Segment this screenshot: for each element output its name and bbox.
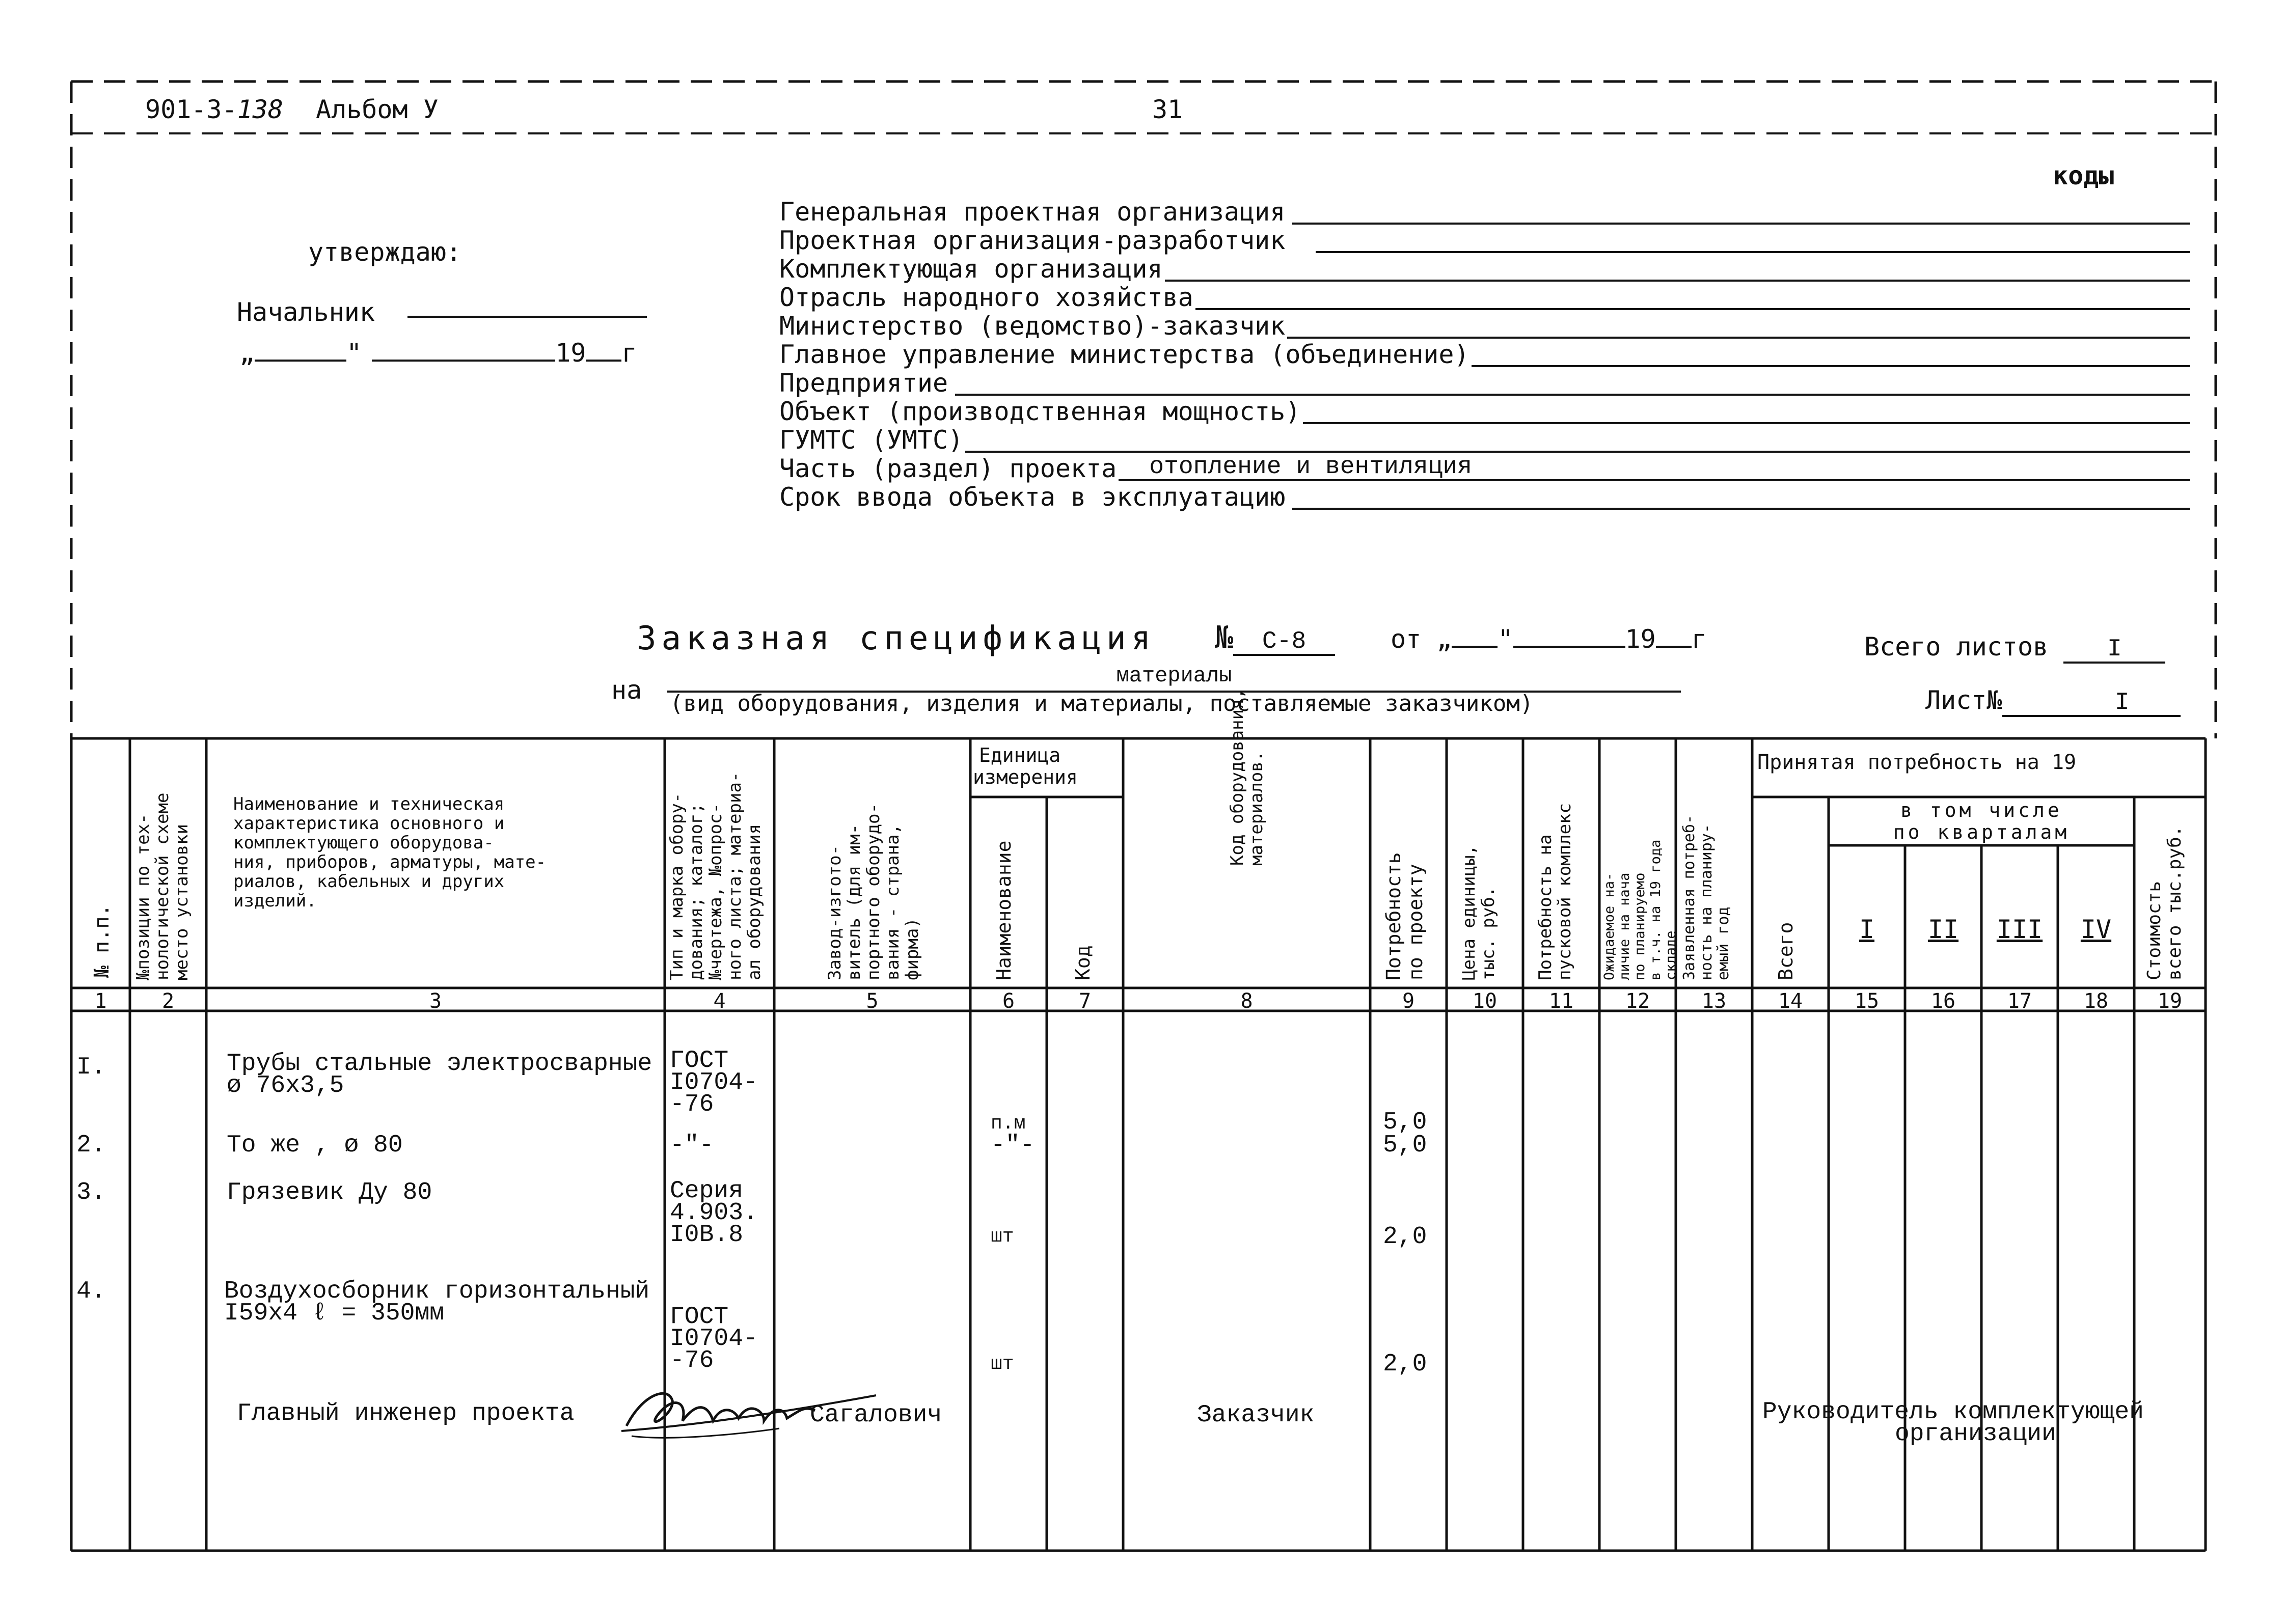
- col-number: 9: [1402, 989, 1415, 1013]
- item-name: Грязевик Ду 80: [227, 1179, 432, 1206]
- col-header-13: Заявленная потреб- ность на планиру- емый год: [1680, 814, 1733, 980]
- item-name: Воздухосборник горизонтальный I59х4 ℓ = 350мм: [224, 1278, 650, 1328]
- col-number: 13: [1701, 989, 1727, 1013]
- demand-qty: 2,0: [1383, 1351, 1427, 1378]
- item-type: ГОСТ I0704- -76: [670, 1047, 758, 1119]
- spec-subject: материалы: [667, 665, 1681, 693]
- col-number: 7: [1078, 989, 1092, 1013]
- quarter-3: III: [1996, 915, 2043, 944]
- col-header-1: № п.п.: [90, 904, 114, 978]
- approval-date: „ " 19 г: [239, 338, 637, 368]
- col-header-3: Наименование и техническая характеристика основного и комплектующего оборудова- ния, приборов, арматуры, мате- риалов, кабельных и других изделий.: [233, 794, 547, 912]
- quarter-2: II: [1927, 915, 1959, 944]
- chief-engineer-name: Сагалович: [810, 1401, 942, 1429]
- accepted-header: Принятая потребность на 19: [1757, 751, 2077, 774]
- page-number: 31: [1152, 95, 1183, 124]
- col-header-4: Тип и марка обору- дования; каталог; №чертежа, №опрос- ного листа; материа- ал оборудования: [667, 772, 765, 980]
- col-number: 18: [2083, 989, 2109, 1013]
- col-number: 17: [2007, 989, 2032, 1013]
- item-type: ГОСТ I0704- -76: [670, 1303, 758, 1375]
- field-row: Объект (производственная мощность): [779, 396, 2190, 424]
- col-number: 16: [1930, 989, 1956, 1013]
- col-header-7: Код: [1072, 945, 1094, 980]
- codes-label: коды: [2053, 161, 2114, 190]
- supplier-head-label: Руководитель комплектующей организации: [1762, 1398, 2144, 1448]
- col-header-14: Всего: [1775, 922, 1797, 980]
- row-number: I.: [76, 1054, 106, 1081]
- unit-name: шт: [991, 1353, 1014, 1375]
- col-header-2: №позиции по тех- нологической схеме место установки: [133, 792, 193, 980]
- approve-heading: утверждаю:: [308, 237, 462, 267]
- col-number: 1: [94, 989, 107, 1013]
- field-row: Министерство (ведомство)-заказчик: [779, 310, 2190, 339]
- field-row: Проектная организация-разработчик: [779, 225, 2190, 253]
- unit-group-header: Единица измерения: [973, 744, 1078, 788]
- demand-qty: 2,0: [1383, 1223, 1427, 1251]
- col-header-11: Потребность на пусковой комплекс: [1535, 803, 1575, 980]
- col-number: 10: [1472, 989, 1498, 1013]
- quarter-4: IV: [2080, 915, 2112, 944]
- col-header-9: Потребность по проекту: [1382, 852, 1427, 980]
- col-number: 14: [1778, 989, 1803, 1013]
- demand-qty: 5,0: [1383, 1132, 1427, 1159]
- col-number: 8: [1240, 989, 1253, 1013]
- field-row-section: Часть (раздел) проекта отопление и вентиляция: [779, 453, 2190, 481]
- row-number: 3.: [76, 1179, 106, 1206]
- col-header-12: Ожидаемое на- личие на нача по планируемо в т.ч. на 19 года складе: [1601, 839, 1679, 980]
- album-label: Альбом У: [316, 95, 439, 124]
- quarters-header: в том числе по кварталам: [1893, 799, 2070, 843]
- col-number: 2: [161, 989, 175, 1013]
- col-header-8: Код оборудования, материалов.: [1227, 689, 1267, 866]
- unit-name: -"-: [991, 1132, 1035, 1159]
- chief-label: Начальник: [237, 297, 375, 327]
- col-header-5: Завод-изгото- витель (для им- портного оборудо- вания - страна, фирма): [825, 803, 923, 980]
- spec-title: Заказная спецификация: [637, 620, 1156, 657]
- spec-date: от „ " 19 г: [1391, 624, 1707, 654]
- col-number: 19: [2157, 989, 2183, 1013]
- field-row: Предприятие: [779, 367, 2190, 396]
- col-header-6: Наименование: [993, 840, 1015, 980]
- total-sheets: Всего листов I: [1864, 634, 2165, 664]
- field-row: Комплектующая организация: [779, 253, 2190, 282]
- row-number: 4.: [76, 1278, 106, 1305]
- col-number: 4: [713, 989, 726, 1013]
- row-number: 2.: [76, 1132, 106, 1159]
- field-row: ГУМТС (УМТС): [779, 424, 2190, 453]
- item-type: Серия 4.903. I0В.8: [670, 1177, 758, 1249]
- spec-subject-caption: (вид оборудования, изделия и материалы, поставляемые заказчиком): [670, 691, 1534, 717]
- item-name: То же , ø 80: [227, 1132, 403, 1159]
- doc-code: 901-3-138: [145, 95, 283, 124]
- item-type: -"-: [670, 1132, 714, 1159]
- col-number: 3: [429, 989, 442, 1013]
- col-number: 5: [866, 989, 879, 1013]
- field-row: Генеральная проектная организация: [779, 196, 2190, 225]
- na-label: на: [611, 675, 642, 705]
- sheet-number: Лист№ I: [1925, 687, 2181, 717]
- col-header-10: Цена единицы, тыс. руб.: [1459, 844, 1499, 980]
- section-value: отопление и вентиляция: [1149, 453, 1472, 481]
- col-header-19: Стоимость всего тыс.руб.: [2144, 825, 2186, 980]
- unit-name: п.м: [991, 1113, 1026, 1135]
- customer-label: Заказчик: [1197, 1401, 1315, 1429]
- col-number: 12: [1625, 989, 1650, 1013]
- col-number: 11: [1548, 989, 1574, 1013]
- demand-qty: 5,0: [1383, 1109, 1427, 1136]
- col-number: 6: [1002, 989, 1015, 1013]
- spec-number: № С-8: [1215, 622, 1335, 656]
- field-row: Срок ввода объекта в эксплуатацию: [779, 481, 2190, 510]
- col-number: 15: [1854, 989, 1880, 1013]
- item-name: Трубы стальные электросварные ø 76х3,5: [227, 1050, 652, 1100]
- field-row: Отрасль народного хозяйства: [779, 282, 2190, 310]
- quarter-1: I: [1859, 915, 1875, 944]
- chief-engineer-label: Главный инженер проекта: [237, 1400, 575, 1427]
- field-row: Главное управление министерства (объединение): [779, 339, 2190, 367]
- unit-name: шт: [991, 1226, 1014, 1248]
